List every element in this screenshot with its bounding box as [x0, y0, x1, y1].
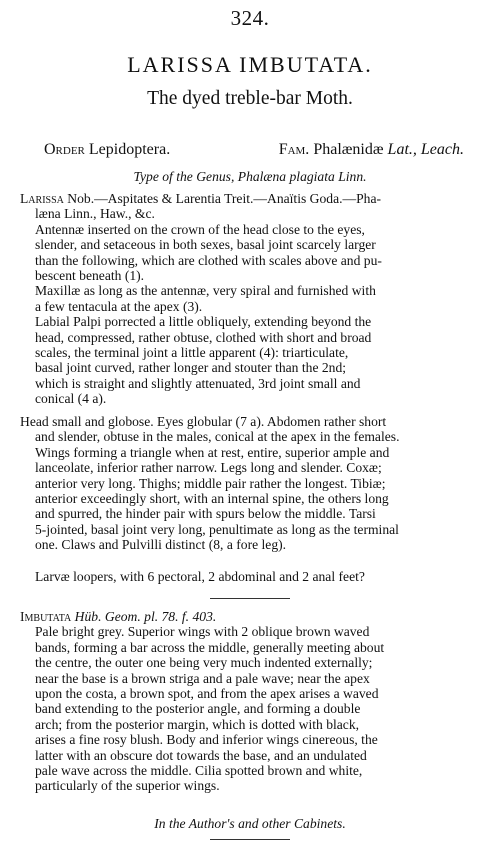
order-entry	[44, 141, 170, 159]
family-label: Fam.	[278, 141, 310, 158]
anatomy-line: Wings forming a triangle when at rest, entire, superior ample and	[35, 444, 390, 460]
anatomy-line: anterior exceedingly short, with an internal spine, the others long	[35, 491, 389, 507]
genus-line: head, compressed, rather obtuse, clothed with short and broad	[35, 329, 372, 345]
species-line: the centre, the outer one being very much indented externally;	[35, 655, 373, 671]
anatomy-line: Head small and globose. Eyes globular (7 a). Abdomen rather short	[20, 414, 387, 429]
species-text	[20, 624, 475, 793]
family-value: Phalænidæ	[313, 141, 384, 158]
genus-line: a few tentacula at the apex (3).	[35, 298, 203, 314]
anatomy-description	[20, 414, 475, 553]
anatomy-line: lanceolate, inferior rather narrow. Legs long and slender. Coxæ;	[35, 460, 382, 476]
anatomy-line: and slender, obtuse in the males, conical at the apex in the females.	[35, 429, 400, 445]
species-description	[20, 609, 475, 794]
family-entry	[279, 141, 464, 159]
palpi-line: Labial Palpi porrected a little obliquely, extending beyond the	[35, 314, 372, 330]
genus-line: conical (4 a).	[35, 391, 107, 407]
genus-line: bescent beneath (1).	[35, 268, 145, 284]
larvae-line: Larvæ loopers, with 6 pectoral, 2 abdominal and 2 anal feet?	[35, 569, 365, 584]
genus-line: Larissa Nob.—Aspitates & Larentia Treit.—Anaïtis Godа.—Pha-	[20, 191, 382, 206]
family-authors: Lat., Leach.	[387, 141, 464, 158]
page-number: 324.	[230, 6, 270, 30]
cabinet-note: In the Author's and other Cabinets.	[154, 816, 346, 831]
genus-line: which is straight and slightly attenuated, 3rd joint small and	[35, 375, 361, 391]
species-line: arises a fine rosy blush. Body and inferior wings cinereous, the	[35, 732, 378, 748]
larvae-note	[20, 569, 475, 584]
species-reference: Hüb. Geom. pl. 78. f. 403.	[74, 609, 217, 624]
classification-line	[44, 141, 464, 159]
genus-name: Larissa	[20, 191, 64, 206]
species-line: particularly of the superior wings.	[35, 778, 220, 794]
type-of-genus: Type of the Genus, Phalæna plagiata Linn.	[133, 169, 367, 184]
bottom-divider	[210, 839, 290, 840]
species-name: Imbutata	[20, 609, 72, 624]
order-label: Order	[44, 141, 85, 158]
species-title: LARISSA IMBUTATA.	[127, 52, 373, 77]
antennae-line: Antennæ inserted on the crown of the head close to the eyes,	[35, 221, 365, 237]
species-line: latter with an obscure dot towards the base, and an undulated	[35, 747, 367, 763]
genus-line: læna Linn., Haw., &c.	[35, 206, 155, 222]
genus-line: basal joint curved, rather longer and stouter than the 2nd;	[35, 360, 347, 376]
species-heading	[20, 609, 475, 624]
section-divider	[210, 598, 290, 599]
species-line: upon the costa, a brown spot, and from the apex arises a waved	[35, 686, 379, 702]
species-line: pale wave across the middle. Cilia spotted brown and white,	[35, 763, 363, 779]
species-line: arch; from the posterior margin, which is dotted with black,	[35, 716, 360, 732]
genus-description	[20, 191, 475, 407]
maxillae-line: Maxillæ as long as the antennæ, very spiral and furnished with	[35, 283, 376, 299]
common-name-subtitle: The dyed treble-bar Moth.	[147, 88, 353, 109]
genus-line: than the following, which are clothed with scales above and pu-	[35, 252, 382, 268]
genus-line: scales, the terminal joint a little apparent (4): triarticulate,	[35, 345, 349, 361]
genus-line: slender, and setaceous in both sexes, basal joint scarcely larger	[35, 237, 376, 253]
species-line: band extending to the posterior angle, and forming a double	[35, 701, 361, 717]
order-value: Lepidoptera.	[88, 141, 171, 158]
species-line: Pale bright grey. Superior wings with 2 oblique brown waved	[35, 624, 370, 640]
species-line: near the base is a brown striga and a pale wave; near the apex	[35, 670, 370, 686]
anatomy-line: and spurred, the hinder pair with spurs below the middle. Tarsi	[35, 506, 376, 522]
anatomy-line: 5-jointed, basal joint very long, penultimate as long as the terminal	[35, 521, 399, 537]
anatomy-line: one. Claws and Pulvilli distinct (8, a fore leg).	[35, 537, 287, 553]
species-line: bands, forming a bar across the middle, generally meeting about	[35, 639, 385, 655]
anatomy-line: anterior very long. Thighs; middle pair rather the longest. Tibiæ;	[35, 475, 386, 491]
